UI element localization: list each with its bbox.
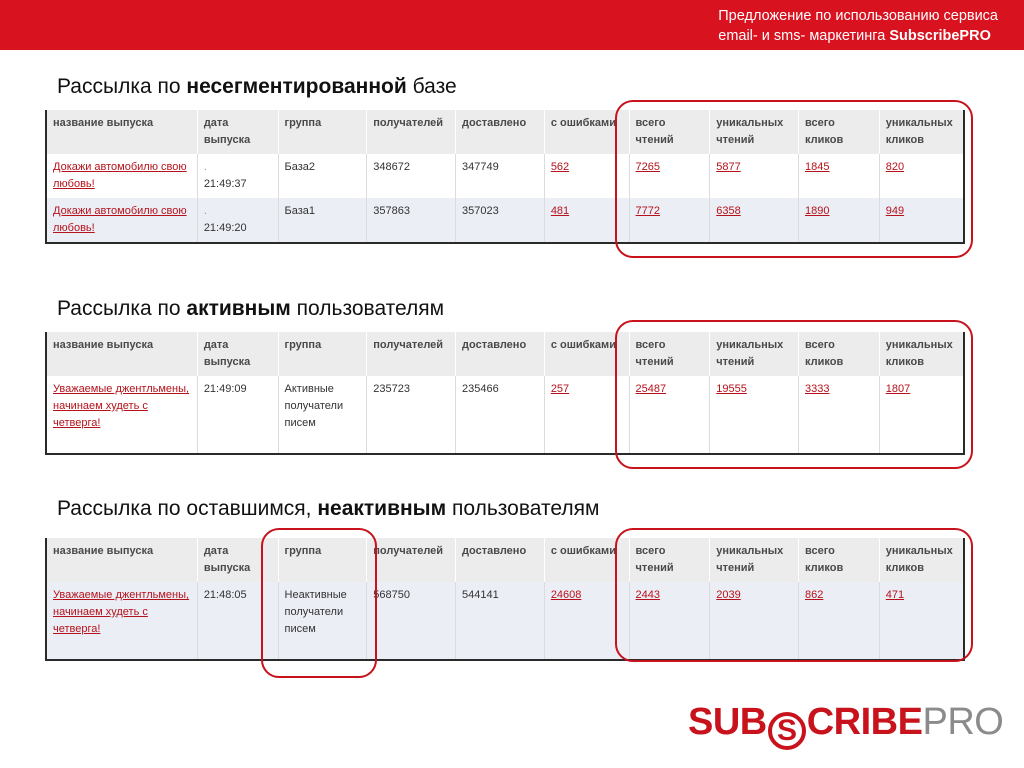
- reads-link[interactable]: 7265: [635, 161, 661, 173]
- col-header[interactable]: всего кликов: [799, 538, 880, 582]
- title-prefix: Рассылка по оставшимся,: [57, 497, 318, 520]
- unique-reads-cell: [710, 154, 799, 198]
- col-header[interactable]: уникальных чтений: [710, 110, 799, 154]
- col-header[interactable]: название выпуска: [46, 110, 197, 154]
- header-line-2-prefix: email- и sms- маркетинга: [718, 28, 890, 44]
- title-bold: несегментированной: [186, 75, 407, 98]
- col-header[interactable]: уникальных кликов: [879, 332, 964, 376]
- header-line-1: Предложение по использованию сервиса: [718, 8, 998, 24]
- issue-name-link[interactable]: Докажи автомобилю свою любовь!: [53, 161, 187, 190]
- errors-cell: [544, 582, 629, 660]
- reads-cell: [629, 582, 710, 660]
- col-header[interactable]: получателей: [367, 332, 456, 376]
- recipients-cell: 235723: [367, 376, 456, 454]
- col-header[interactable]: доставлено: [456, 110, 545, 154]
- col-header[interactable]: дата выпуска: [197, 332, 278, 376]
- name-cell: [46, 582, 197, 660]
- table-row: [46, 154, 964, 198]
- unique-reads-link[interactable]: 19555: [716, 383, 747, 395]
- col-header[interactable]: группа: [278, 538, 367, 582]
- reads-cell: [629, 198, 710, 243]
- date-dot: .: [203, 161, 207, 173]
- col-header[interactable]: доставлено: [456, 332, 545, 376]
- unique-clicks-cell: [879, 376, 964, 454]
- title-bold: активным: [186, 297, 291, 320]
- col-header[interactable]: группа: [278, 332, 367, 376]
- col-header[interactable]: уникальных кликов: [879, 538, 964, 582]
- unique-reads-link[interactable]: 2039: [716, 589, 741, 601]
- issue-name-link[interactable]: Докажи автомобилю свою любовь!: [53, 205, 187, 234]
- errors-link[interactable]: 562: [550, 161, 570, 173]
- col-header[interactable]: всего кликов: [799, 110, 880, 154]
- errors-cell: [544, 198, 629, 243]
- clicks-link[interactable]: 3333: [805, 383, 830, 395]
- col-header[interactable]: всего чтений: [629, 332, 710, 376]
- issue-name-link[interactable]: Уважаемые джентльмены, начинаем худеть с четверга!: [53, 383, 190, 429]
- reads-cell: [629, 154, 710, 198]
- recipients-cell: 348672: [367, 154, 456, 198]
- errors-cell: [544, 154, 629, 198]
- date-cell: [197, 198, 278, 243]
- col-header[interactable]: группа: [278, 110, 367, 154]
- col-header[interactable]: с ошибками: [544, 110, 629, 154]
- col-header[interactable]: всего чтений: [629, 110, 710, 154]
- unique-clicks-link[interactable]: 1807: [885, 383, 911, 395]
- unique-reads-cell: [710, 376, 799, 454]
- title-bold: неактивным: [317, 497, 447, 520]
- date-cell: [197, 582, 278, 660]
- unique-reads-cell: [710, 198, 799, 243]
- unique-clicks-link[interactable]: 820: [885, 161, 905, 173]
- clicks-cell: [799, 154, 880, 198]
- title-prefix: Рассылка по: [57, 75, 187, 98]
- errors-cell: [544, 376, 629, 454]
- table-row: [46, 582, 964, 660]
- unique-clicks-link[interactable]: 949: [885, 205, 905, 217]
- col-header[interactable]: всего кликов: [799, 332, 880, 376]
- time-text: 21:48:05: [203, 589, 247, 601]
- stats-table-active: [45, 332, 965, 455]
- col-header[interactable]: получателей: [367, 110, 456, 154]
- delivered-cell: 357023: [456, 198, 545, 243]
- section-title-inactive: [57, 497, 599, 521]
- col-header[interactable]: всего чтений: [629, 538, 710, 582]
- col-header[interactable]: с ошибками: [544, 538, 629, 582]
- clicks-cell: [799, 582, 880, 660]
- recipients-cell: 357863: [367, 198, 456, 243]
- stats-table-inactive: [45, 538, 965, 661]
- col-header[interactable]: дата выпуска: [197, 538, 278, 582]
- time-text: 21:49:37: [203, 178, 247, 190]
- col-header[interactable]: дата выпуска: [197, 110, 278, 154]
- col-header[interactable]: название выпуска: [46, 538, 197, 582]
- date-cell: [197, 376, 278, 454]
- clicks-link[interactable]: 1845: [805, 161, 830, 173]
- clicks-link[interactable]: 862: [805, 589, 824, 601]
- group-cell: Активные получатели писем: [278, 376, 367, 454]
- title-suffix: пользователям: [290, 297, 445, 320]
- unique-clicks-cell: [879, 154, 964, 198]
- title-prefix: Рассылка по: [57, 297, 187, 320]
- header-text: [718, 6, 998, 46]
- name-cell: [46, 198, 197, 243]
- name-cell: [46, 376, 197, 454]
- table-row: [46, 198, 964, 243]
- table-header-row: [46, 110, 964, 154]
- col-header[interactable]: название выпуска: [46, 332, 197, 376]
- header-line-2: [718, 26, 998, 46]
- title-suffix: базе: [406, 75, 457, 98]
- date-cell: [197, 154, 278, 198]
- date-dot: .: [203, 205, 207, 217]
- clicks-cell: [799, 198, 880, 243]
- unique-reads-link[interactable]: 6358: [716, 205, 741, 217]
- group-cell: Неактивные получатели писем: [278, 582, 367, 660]
- col-header[interactable]: с ошибками: [544, 332, 629, 376]
- errors-link[interactable]: 481: [550, 205, 570, 217]
- delivered-cell: 544141: [456, 582, 545, 660]
- col-header[interactable]: уникальных чтений: [710, 332, 799, 376]
- reads-link[interactable]: 7772: [635, 205, 661, 217]
- group-cell: База1: [278, 198, 367, 243]
- header-brand: SubscribePRO: [889, 28, 991, 44]
- reads-link[interactable]: 2443: [635, 589, 661, 601]
- delivered-cell: 235466: [456, 376, 545, 454]
- col-header[interactable]: получателей: [367, 538, 456, 582]
- unique-clicks-link[interactable]: 471: [885, 589, 905, 601]
- errors-link[interactable]: 257: [550, 383, 570, 395]
- col-header[interactable]: уникальных чтений: [710, 538, 799, 582]
- unique-clicks-cell: [879, 198, 964, 243]
- logo-part-1: SUB: [688, 701, 767, 743]
- delivered-cell: 347749: [456, 154, 545, 198]
- time-text: 21:49:20: [203, 222, 247, 234]
- clicks-link[interactable]: 1890: [805, 205, 830, 217]
- recipients-cell: 568750: [367, 582, 456, 660]
- reads-link[interactable]: 25487: [635, 383, 667, 395]
- reads-cell: [629, 376, 710, 454]
- clicks-cell: [799, 376, 880, 454]
- table-header-row: [46, 538, 964, 582]
- section-title-unsegmented: [57, 75, 457, 99]
- name-cell: [46, 154, 197, 198]
- unique-reads-link[interactable]: 5877: [716, 161, 741, 173]
- logo-part-2: CRIBE: [806, 701, 923, 743]
- title-suffix: пользователям: [446, 497, 600, 520]
- logo-part-3: PRO: [922, 701, 1004, 743]
- issue-name-link[interactable]: Уважаемые джентльмены, начинаем худеть с четверга!: [53, 589, 190, 635]
- unique-clicks-cell: [879, 582, 964, 660]
- group-cell: База2: [278, 154, 367, 198]
- stats-table-unsegmented: [45, 110, 965, 244]
- col-header[interactable]: уникальных кликов: [879, 110, 964, 154]
- table-row: [46, 376, 964, 454]
- table-header-row: [46, 332, 964, 376]
- unique-reads-cell: [710, 582, 799, 660]
- logo-circle-s: S: [768, 712, 806, 750]
- col-header[interactable]: доставлено: [456, 538, 545, 582]
- section-title-active: [57, 297, 444, 321]
- errors-link[interactable]: 24608: [550, 589, 582, 601]
- subscribepro-logo: [688, 698, 1003, 746]
- time-text: 21:49:09: [203, 383, 247, 395]
